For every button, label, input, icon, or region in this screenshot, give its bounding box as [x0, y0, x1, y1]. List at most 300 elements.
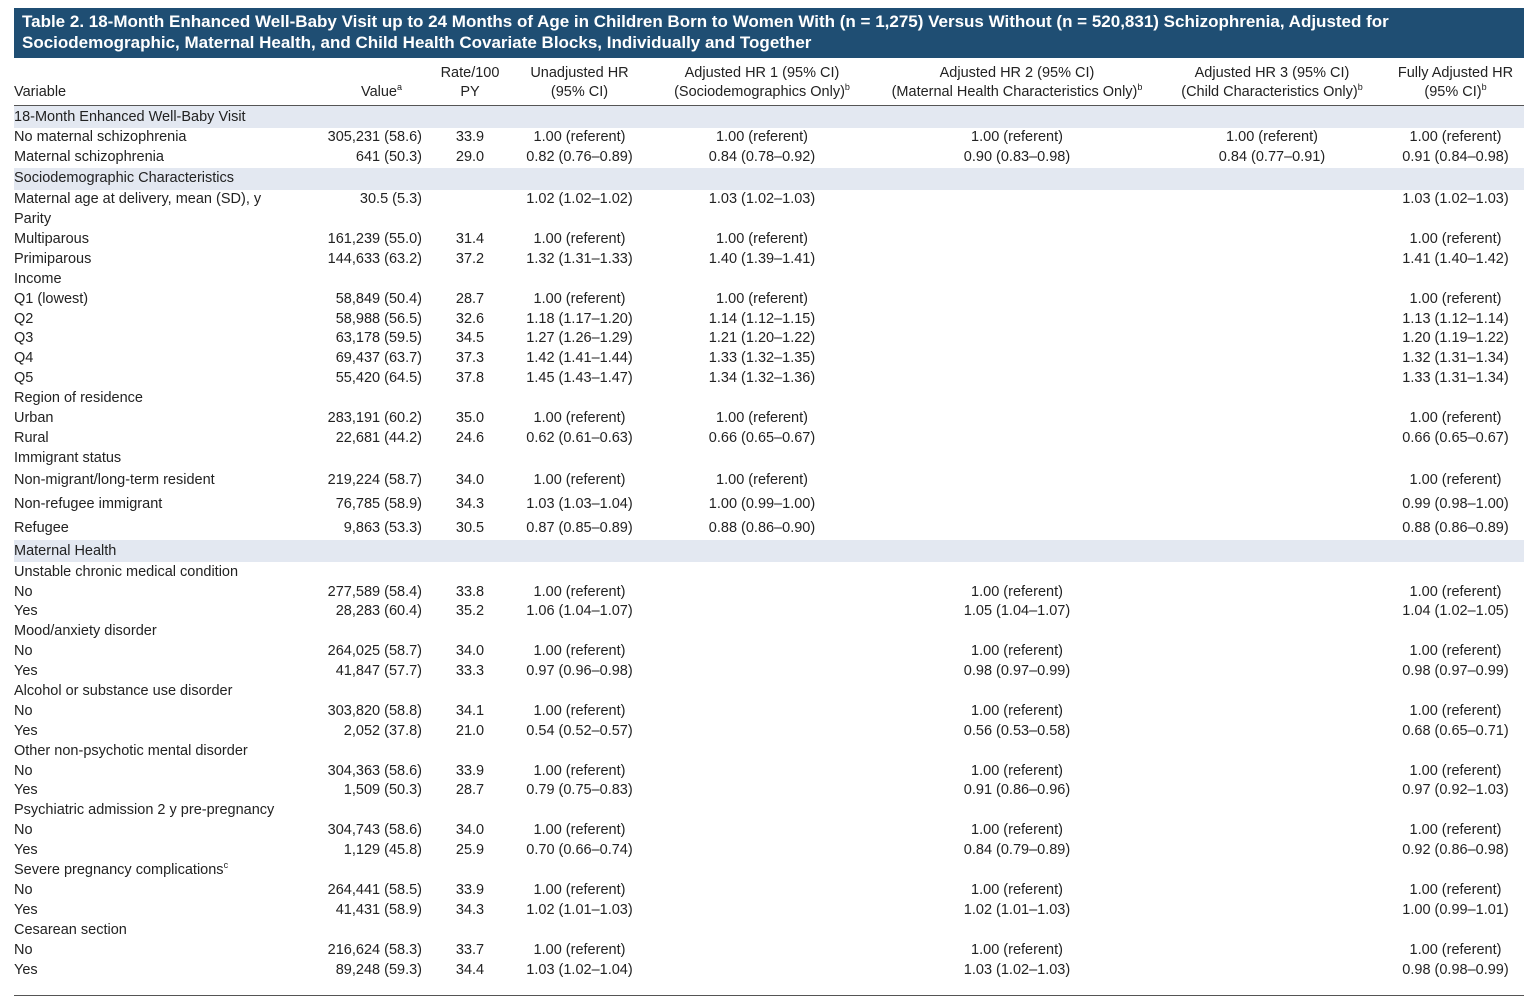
- group-label: Parity: [14, 211, 52, 228]
- cell-adjusted-hr-2: 1.02 (1.01–1.03): [963, 901, 1071, 918]
- row-label: Q5: [14, 370, 34, 387]
- cell-value: 304,363 (58.6): [327, 762, 422, 779]
- table-row: [14, 881, 1524, 901]
- cell-rate: 21.0: [455, 722, 485, 739]
- cell-rate: 35.2: [455, 603, 485, 620]
- cell-rate: 25.9: [455, 842, 485, 859]
- cell-rate: 30.5: [455, 519, 485, 536]
- cell-value: 1,509 (50.3): [343, 782, 422, 799]
- cell-adjusted-hr-1: 1.00 (referent): [716, 231, 808, 247]
- cell-adjusted-hr-3: [1157, 309, 1387, 329]
- table-row: [14, 148, 1524, 168]
- cell-value: 144,633 (63.2): [327, 250, 422, 267]
- row-label: No: [14, 881, 33, 898]
- cell-value: 58,988 (56.5): [335, 310, 422, 327]
- group-header-row: [14, 269, 1524, 289]
- row-label: Q4: [14, 350, 34, 367]
- cell-rate: 29.0: [455, 149, 485, 166]
- table-bottom-rule: [14, 995, 1524, 996]
- group-header-row: [14, 562, 1524, 582]
- cell-adjusted-hr-3: [1157, 369, 1387, 389]
- table-row: [14, 940, 1524, 960]
- cell-adjusted-hr-1: [647, 821, 877, 841]
- cell-unadjusted-hr: 1.00 (referent): [533, 643, 626, 660]
- cell-value: 58,849 (50.4): [335, 290, 422, 307]
- cell-adjusted-hr-2: [877, 468, 1157, 492]
- cell-value: 41,847 (57.7): [335, 663, 422, 680]
- cell-adjusted-hr-3: [1157, 582, 1387, 602]
- cell-unadjusted-hr: 1.45 (1.43–1.47): [526, 370, 633, 387]
- cell-adjusted-hr-3: [1157, 701, 1387, 721]
- cell-adjusted-hr-1: 1.21 (1.20–1.22): [708, 330, 816, 347]
- group-header-row: [14, 448, 1524, 468]
- cell-fully-adjusted-hr: 1.00 (referent): [1409, 881, 1502, 898]
- cell-fully-adjusted-hr: 1.00 (0.99–1.01): [1402, 901, 1509, 918]
- cell-rate: 34.3: [455, 495, 485, 512]
- cell-value: 63,178 (59.5): [335, 330, 422, 347]
- col-header-adjusted-hr-2: Adjusted HR 2 (95% CI) (Maternal Health Characteristics Only)$^b$: [891, 65, 1143, 100]
- cell-adjusted-hr-2: 0.98 (0.97–0.99): [963, 663, 1071, 680]
- cell-value: 76,785 (58.9): [335, 495, 422, 512]
- cell-adjusted-hr-3: [1157, 468, 1387, 492]
- cell-fully-adjusted-hr: 0.66 (0.65–0.67): [1402, 429, 1509, 446]
- group-label: Region of residence: [14, 390, 143, 407]
- section-label: Sociodemographic Characteristics: [14, 168, 1524, 190]
- row-label: Yes: [14, 961, 38, 978]
- cell-adjusted-hr-1: 1.00 (referent): [716, 129, 808, 146]
- cell-value: 28,283 (60.4): [335, 603, 422, 620]
- table-row: [14, 249, 1524, 269]
- cell-adjusted-hr-2: [877, 349, 1157, 369]
- table-header-row: [14, 62, 1524, 106]
- cell-adjusted-hr-2: [877, 329, 1157, 349]
- cell-adjusted-hr-2: 1.00 (referent): [971, 941, 1063, 958]
- cell-unadjusted-hr: 1.00 (referent): [533, 583, 626, 600]
- cell-adjusted-hr-3: [1157, 721, 1387, 741]
- cell-adjusted-hr-1: 1.00 (referent): [716, 471, 808, 488]
- cell-adjusted-hr-3: [1157, 761, 1387, 781]
- cell-adjusted-hr-1: [647, 761, 877, 781]
- cell-rate: 33.9: [455, 762, 485, 779]
- cell-adjusted-hr-2: 1.00 (referent): [971, 643, 1063, 660]
- cell-rate: 28.7: [455, 782, 485, 799]
- group-label: Mood/anxiety disorder: [14, 623, 157, 640]
- cell-value: 2,052 (37.8): [343, 722, 422, 739]
- cell-rate: 34.3: [455, 901, 485, 918]
- cell-adjusted-hr-2: 0.56 (0.53–0.58): [963, 722, 1071, 739]
- cell-adjusted-hr-2: 1.03 (1.02–1.03): [963, 961, 1071, 978]
- cell-fully-adjusted-hr: 1.13 (1.12–1.14): [1402, 310, 1509, 327]
- group-header-row: [14, 622, 1524, 642]
- row-label: Urban: [14, 410, 54, 427]
- cell-value: 304,743 (58.6): [327, 822, 422, 839]
- group-label: Cesarean section: [14, 921, 127, 938]
- cell-value: 641 (50.3): [355, 149, 422, 166]
- cell-unadjusted-hr: 1.00 (referent): [533, 762, 626, 779]
- row-label: No: [14, 702, 33, 719]
- cell-adjusted-hr-1: [647, 841, 877, 861]
- cell-fully-adjusted-hr: 1.00 (referent): [1409, 822, 1502, 839]
- cell-adjusted-hr-2: [877, 289, 1157, 309]
- row-label: No: [14, 762, 33, 779]
- cell-rate: 37.8: [455, 370, 485, 387]
- row-label: Non-migrant/long-term resident: [14, 471, 215, 488]
- row-label: Rural: [14, 429, 49, 446]
- cell-adjusted-hr-1: 1.34 (1.32–1.36): [708, 370, 816, 387]
- cell-rate: 37.2: [455, 250, 485, 267]
- group-header-row: [14, 210, 1524, 230]
- cell-adjusted-hr-1: [647, 881, 877, 901]
- cell-adjusted-hr-3: [1157, 289, 1387, 309]
- col-header-fully-adjusted-hr: Fully Adjusted HR (95% CI)$^b$: [1397, 65, 1514, 100]
- cell-unadjusted-hr: 1.00 (referent): [533, 410, 626, 427]
- row-label: Yes: [14, 663, 38, 680]
- cell-fully-adjusted-hr: 0.98 (0.97–0.99): [1402, 663, 1509, 680]
- cell-adjusted-hr-3: [1157, 329, 1387, 349]
- cell-rate: 33.7: [455, 941, 485, 958]
- table-row: [14, 900, 1524, 920]
- group-label: Psychiatric admission 2 y pre-pregnancy: [14, 802, 275, 819]
- cell-fully-adjusted-hr: 1.00 (referent): [1409, 410, 1502, 427]
- cell-fully-adjusted-hr: 1.03 (1.02–1.03): [1402, 191, 1509, 208]
- cell-fully-adjusted-hr: 0.68 (0.65–0.71): [1402, 722, 1509, 739]
- cell-adjusted-hr-3: [1157, 900, 1387, 920]
- cell-unadjusted-hr: 1.00 (referent): [533, 881, 626, 898]
- cell-adjusted-hr-2: [877, 369, 1157, 389]
- row-label: Maternal age at delivery, mean (SD), y: [14, 191, 262, 208]
- cell-value: 55,420 (64.5): [335, 370, 422, 387]
- col-header-unadjusted-hr: Unadjusted HR (95% CI): [530, 65, 629, 100]
- cell-unadjusted-hr: 1.00 (referent): [533, 941, 626, 958]
- table-row: [14, 516, 1524, 540]
- row-label: Yes: [14, 842, 38, 859]
- cell-fully-adjusted-hr: 1.00 (referent): [1409, 471, 1502, 488]
- cell-unadjusted-hr: 1.00 (referent): [533, 822, 626, 839]
- table-row: [14, 289, 1524, 309]
- cell-fully-adjusted-hr: 1.00 (referent): [1409, 702, 1502, 719]
- cell-value: 9,863 (53.3): [343, 519, 422, 536]
- cell-value: 264,441 (58.5): [327, 881, 422, 898]
- cell-rate: 33.8: [455, 583, 485, 600]
- table-row: [14, 428, 1524, 448]
- cell-unadjusted-hr: 1.00 (referent): [533, 702, 626, 719]
- row-label: Q1 (lowest): [14, 290, 89, 307]
- results-table: [14, 62, 1524, 980]
- cell-adjusted-hr-1: 1.40 (1.39–1.41): [708, 250, 816, 267]
- cell-rate: 32.6: [455, 310, 485, 327]
- cell-rate: 35.0: [455, 410, 485, 427]
- table-row: [14, 369, 1524, 389]
- table-row: [14, 841, 1524, 861]
- cell-adjusted-hr-2: [877, 492, 1157, 516]
- table-row: [14, 230, 1524, 250]
- cell-fully-adjusted-hr: 0.91 (0.84–0.98): [1402, 149, 1509, 166]
- cell-adjusted-hr-3: 0.84 (0.77–0.91): [1218, 149, 1326, 166]
- cell-adjusted-hr-2: 1.00 (referent): [971, 881, 1063, 898]
- cell-fully-adjusted-hr: 1.20 (1.19–1.22): [1402, 330, 1509, 347]
- cell-rate: 34.0: [455, 471, 485, 488]
- table-row: [14, 349, 1524, 369]
- table-row: [14, 960, 1524, 980]
- cell-unadjusted-hr: 1.00 (referent): [533, 231, 626, 247]
- cell-adjusted-hr-2: 1.00 (referent): [971, 822, 1063, 839]
- cell-rate: 34.0: [455, 822, 485, 839]
- cell-value: 30.5 (5.3): [359, 191, 422, 208]
- cell-adjusted-hr-1: [647, 721, 877, 741]
- cell-value: 283,191 (60.2): [327, 410, 422, 427]
- cell-adjusted-hr-2: 1.00 (referent): [971, 129, 1063, 146]
- cell-adjusted-hr-1: 1.03 (1.02–1.03): [708, 191, 816, 208]
- cell-fully-adjusted-hr: 1.04 (1.02–1.05): [1402, 603, 1509, 620]
- table-row: [14, 468, 1524, 492]
- cell-rate: 24.6: [455, 429, 485, 446]
- group-label: Severe pregnancy complications$^c$: [14, 860, 229, 879]
- section-label: 18-Month Enhanced Well-Baby Visit: [14, 106, 1524, 129]
- cell-unadjusted-hr: 1.03 (1.03–1.04): [526, 495, 633, 512]
- table-row: [14, 492, 1524, 516]
- cell-fully-adjusted-hr: 0.99 (0.98–1.00): [1402, 495, 1509, 512]
- cell-value: 305,231 (58.6): [327, 129, 422, 146]
- cell-fully-adjusted-hr: 1.00 (referent): [1409, 583, 1502, 600]
- row-label: Refugee: [14, 519, 69, 536]
- cell-adjusted-hr-2: [877, 249, 1157, 269]
- cell-fully-adjusted-hr: 1.00 (referent): [1409, 231, 1502, 247]
- cell-adjusted-hr-1: 1.00 (referent): [716, 410, 808, 427]
- cell-adjusted-hr-1: 1.33 (1.32–1.35): [708, 350, 816, 367]
- cell-fully-adjusted-hr: 1.00 (referent): [1409, 290, 1502, 307]
- cell-adjusted-hr-3: [1157, 249, 1387, 269]
- cell-adjusted-hr-3: [1157, 428, 1387, 448]
- row-label: No: [14, 643, 33, 660]
- row-label: No: [14, 822, 33, 839]
- cell-unadjusted-hr: 0.62 (0.61–0.63): [526, 429, 633, 446]
- row-label: No: [14, 583, 33, 600]
- cell-rate: 34.1: [455, 702, 485, 719]
- cell-adjusted-hr-1: 1.00 (referent): [716, 290, 808, 307]
- cell-rate: 28.7: [455, 290, 485, 307]
- cell-fully-adjusted-hr: 1.00 (referent): [1409, 762, 1502, 779]
- cell-fully-adjusted-hr: 1.00 (referent): [1409, 643, 1502, 660]
- cell-adjusted-hr-3: [1157, 492, 1387, 516]
- section-header-row: [14, 540, 1524, 562]
- table-row: [14, 781, 1524, 801]
- cell-adjusted-hr-1: [647, 642, 877, 662]
- cell-unadjusted-hr: 1.06 (1.04–1.07): [526, 603, 633, 620]
- group-header-row: [14, 389, 1524, 409]
- cell-rate: 34.4: [455, 961, 485, 978]
- cell-adjusted-hr-3: [1157, 516, 1387, 540]
- row-label: No maternal schizophrenia: [14, 129, 187, 146]
- cell-adjusted-hr-3: [1157, 841, 1387, 861]
- cell-value: 219,224 (58.7): [327, 471, 422, 488]
- cell-adjusted-hr-2: 1.00 (referent): [971, 762, 1063, 779]
- cell-rate: 31.4: [455, 231, 485, 247]
- table-row: [14, 582, 1524, 602]
- table-row: [14, 309, 1524, 329]
- cell-adjusted-hr-3: [1157, 881, 1387, 901]
- cell-adjusted-hr-3: [1157, 821, 1387, 841]
- cell-fully-adjusted-hr: 1.32 (1.31–1.34): [1402, 350, 1509, 367]
- cell-value: 41,431 (58.9): [335, 901, 422, 918]
- cell-adjusted-hr-3: [1157, 781, 1387, 801]
- cell-value: 22,681 (44.2): [335, 429, 422, 446]
- cell-fully-adjusted-hr: 0.97 (0.92–1.03): [1402, 782, 1509, 799]
- cell-adjusted-hr-3: [1157, 940, 1387, 960]
- cell-fully-adjusted-hr: 1.00 (referent): [1409, 941, 1502, 958]
- section-label: Maternal Health: [14, 540, 1524, 562]
- cell-rate: 37.3: [455, 350, 485, 367]
- table-row: [14, 821, 1524, 841]
- cell-unadjusted-hr: 0.97 (0.96–0.98): [526, 663, 633, 680]
- cell-unadjusted-hr: 0.82 (0.76–0.89): [526, 149, 633, 166]
- table-row: [14, 701, 1524, 721]
- row-label: Multiparous: [14, 231, 89, 247]
- cell-rate: 33.9: [455, 881, 485, 898]
- cell-unadjusted-hr: 0.87 (0.85–0.89): [526, 519, 633, 536]
- cell-value: 264,025 (58.7): [327, 643, 422, 660]
- row-label: Yes: [14, 722, 38, 739]
- cell-unadjusted-hr: 1.00 (referent): [533, 471, 626, 488]
- col-header-variable: Variable: [14, 84, 67, 100]
- cell-value: 69,437 (63.7): [335, 350, 422, 367]
- cell-value: 216,624 (58.3): [327, 941, 422, 958]
- group-label: Unstable chronic medical condition: [14, 563, 239, 580]
- row-label: Yes: [14, 782, 38, 799]
- cell-adjusted-hr-1: [647, 960, 877, 980]
- group-label: Immigrant status: [14, 449, 122, 466]
- col-header-adjusted-hr-3: Adjusted HR 3 (95% CI) (Child Characteristics Only)$^b$: [1181, 65, 1363, 100]
- table-title: Table 2. 18-Month Enhanced Well-Baby Visit up to 24 Months of Age in Children Born to Women With (n = 1,275) Versus Without (n = 520,831) Schizophrenia, Adjusted for Sociodemographic, Maternal Health, and Child Health Covariate Blocks, Individually and Together: [14, 8, 1524, 58]
- cell-value: 1,129 (45.8): [343, 842, 422, 859]
- col-header-adjusted-hr-1: Adjusted HR 1 (95% CI) (Sociodemographics Only)$^b$: [674, 65, 850, 100]
- cell-adjusted-hr-3: [1157, 230, 1387, 250]
- cell-adjusted-hr-2: 1.00 (referent): [971, 702, 1063, 719]
- row-label: Q2: [14, 310, 34, 327]
- cell-fully-adjusted-hr: 0.92 (0.86–0.98): [1402, 842, 1509, 859]
- group-header-row: [14, 801, 1524, 821]
- cell-adjusted-hr-3: [1157, 960, 1387, 980]
- cell-adjusted-hr-1: [647, 900, 877, 920]
- group-header-row: [14, 861, 1524, 881]
- cell-unadjusted-hr: 1.32 (1.31–1.33): [526, 250, 633, 267]
- cell-adjusted-hr-3: [1157, 662, 1387, 682]
- cell-adjusted-hr-2: [877, 309, 1157, 329]
- cell-adjusted-hr-1: 0.66 (0.65–0.67): [708, 429, 816, 446]
- cell-adjusted-hr-2: [877, 190, 1157, 210]
- cell-adjusted-hr-1: [647, 662, 877, 682]
- col-header-rate: Rate/100 PY: [440, 65, 500, 100]
- cell-rate: 33.3: [455, 663, 485, 680]
- cell-unadjusted-hr: 1.02 (1.02–1.02): [526, 191, 633, 208]
- cell-unadjusted-hr: 1.42 (1.41–1.44): [526, 350, 633, 367]
- cell-adjusted-hr-3: 1.00 (referent): [1226, 129, 1318, 146]
- cell-adjusted-hr-2: [877, 516, 1157, 540]
- cell-adjusted-hr-1: 0.84 (0.78–0.92): [708, 149, 816, 166]
- cell-value: 277,589 (58.4): [327, 583, 422, 600]
- cell-unadjusted-hr: 1.18 (1.17–1.20): [526, 310, 633, 327]
- table-row: [14, 662, 1524, 682]
- cell-adjusted-hr-1: [647, 602, 877, 622]
- row-label: Maternal schizophrenia: [14, 149, 164, 166]
- cell-adjusted-hr-3: [1157, 349, 1387, 369]
- table-row: [14, 329, 1524, 349]
- table-body: [14, 106, 1524, 980]
- cell-adjusted-hr-3: [1157, 602, 1387, 622]
- row-label: Non-refugee immigrant: [14, 495, 163, 512]
- cell-adjusted-hr-1: 1.00 (0.99–1.00): [708, 495, 816, 512]
- cell-adjusted-hr-1: [647, 582, 877, 602]
- group-label: Other non-psychotic mental disorder: [14, 742, 248, 759]
- cell-value: 89,248 (59.3): [335, 961, 422, 978]
- row-label: Q3: [14, 330, 34, 347]
- section-header-row: [14, 168, 1524, 190]
- cell-unadjusted-hr: 1.02 (1.01–1.03): [526, 901, 633, 918]
- cell-rate: 34.0: [455, 643, 485, 660]
- col-header-value: Value$^a$: [360, 82, 402, 100]
- cell-adjusted-hr-2: 0.91 (0.86–0.96): [963, 782, 1071, 799]
- cell-rate: [428, 190, 512, 210]
- cell-adjusted-hr-2: [877, 409, 1157, 429]
- table-row: [14, 128, 1524, 148]
- table-row: [14, 190, 1524, 210]
- cell-adjusted-hr-3: [1157, 642, 1387, 662]
- cell-unadjusted-hr: 1.00 (referent): [533, 290, 626, 307]
- cell-unadjusted-hr: 0.54 (0.52–0.57): [526, 722, 633, 739]
- cell-adjusted-hr-2: [877, 428, 1157, 448]
- cell-fully-adjusted-hr: 0.88 (0.86–0.89): [1402, 519, 1509, 536]
- cell-adjusted-hr-1: [647, 781, 877, 801]
- cell-unadjusted-hr: 1.27 (1.26–1.29): [526, 330, 633, 347]
- cell-fully-adjusted-hr: 0.98 (0.98–0.99): [1402, 961, 1509, 978]
- group-label: Income: [14, 270, 62, 287]
- group-header-row: [14, 920, 1524, 940]
- table-row: [14, 721, 1524, 741]
- cell-value: 303,820 (58.8): [327, 702, 422, 719]
- row-label: Yes: [14, 901, 38, 918]
- cell-adjusted-hr-3: [1157, 190, 1387, 210]
- cell-adjusted-hr-2: 1.05 (1.04–1.07): [963, 603, 1071, 620]
- cell-unadjusted-hr: 0.70 (0.66–0.74): [526, 842, 633, 859]
- cell-adjusted-hr-1: [647, 701, 877, 721]
- row-label: Primiparous: [14, 250, 92, 267]
- row-label: Yes: [14, 603, 38, 620]
- cell-adjusted-hr-2: 1.00 (referent): [971, 583, 1063, 600]
- group-header-row: [14, 682, 1524, 702]
- cell-fully-adjusted-hr: 1.33 (1.31–1.34): [1402, 370, 1509, 387]
- cell-unadjusted-hr: 1.03 (1.02–1.04): [526, 961, 633, 978]
- cell-unadjusted-hr: 0.79 (0.75–0.83): [526, 782, 633, 799]
- cell-adjusted-hr-3: [1157, 409, 1387, 429]
- cell-value: 161,239 (55.0): [327, 231, 422, 247]
- cell-adjusted-hr-2: 0.90 (0.83–0.98): [963, 149, 1071, 166]
- cell-adjusted-hr-1: [647, 940, 877, 960]
- cell-adjusted-hr-1: 0.88 (0.86–0.90): [708, 519, 816, 536]
- cell-fully-adjusted-hr: 1.41 (1.40–1.42): [1402, 250, 1509, 267]
- group-label: Alcohol or substance use disorder: [14, 683, 233, 700]
- section-header-row: [14, 106, 1524, 129]
- cell-rate: 34.5: [455, 330, 485, 347]
- cell-adjusted-hr-2: [877, 230, 1157, 250]
- table-row: [14, 761, 1524, 781]
- table-row: [14, 602, 1524, 622]
- cell-adjusted-hr-1: 1.14 (1.12–1.15): [708, 310, 816, 327]
- cell-adjusted-hr-2: 0.84 (0.79–0.89): [963, 842, 1071, 859]
- cell-unadjusted-hr: 1.00 (referent): [533, 129, 626, 146]
- table-row: [14, 642, 1524, 662]
- cell-fully-adjusted-hr: 1.00 (referent): [1409, 129, 1502, 146]
- table-row: [14, 409, 1524, 429]
- cell-rate: 33.9: [455, 129, 485, 146]
